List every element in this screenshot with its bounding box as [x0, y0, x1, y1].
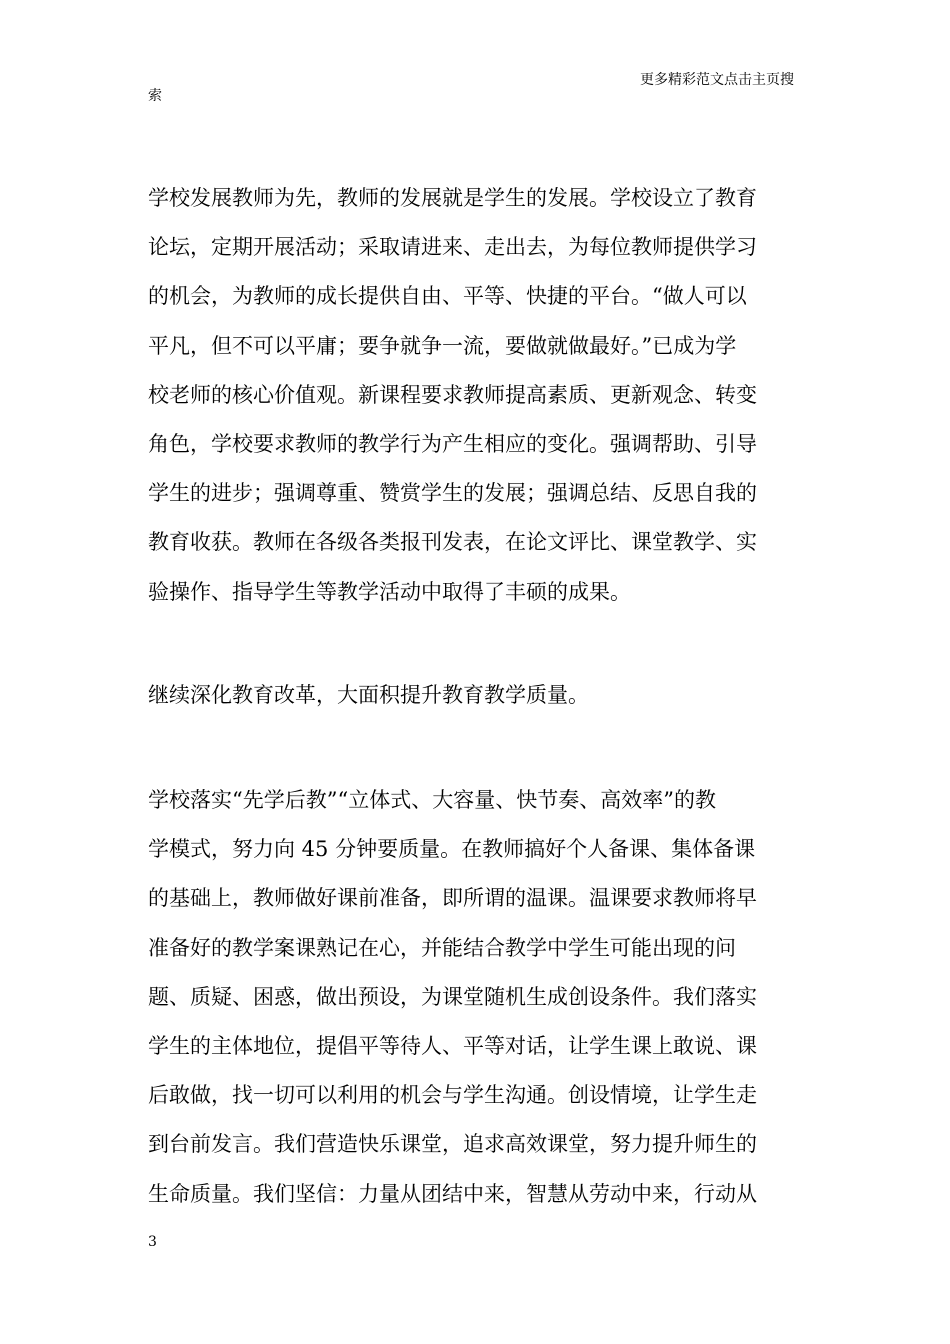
text-line: 继续深化教育改革，大面积提升教育教学质量。: [148, 683, 589, 707]
paragraph-teacher-development: [148, 174, 808, 617]
text-line: 验操作、指导学生等教学活动中取得了丰硕的成果。: [148, 579, 631, 604]
text-line: 生命质量。我们坚信：力量从团结中来，智慧从劳动中来，行动从: [148, 1181, 757, 1206]
text-line: 学生的进步；强调尊重、赞赏学生的发展；强调总结、反思自我的: [148, 481, 757, 506]
text-line: 教育收获。教师在各级各类报刊发表，在论文评比、课堂教学、实: [148, 530, 757, 555]
text-line: 校老师的核心价值观。新课程要求教师提高素质、更新观念、转变: [148, 382, 757, 407]
page-number: 3: [148, 1234, 157, 1250]
text-line: 学模式，努力向 45 分钟要质量。在教师搞好个人备课、集体备课: [148, 837, 756, 862]
header-link-text-continued: 索: [148, 88, 162, 104]
text-line: 准备好的教学案课熟记在心，并能结合教学中学生可能出现的问: [148, 935, 736, 960]
text-line: 平凡，但不可以平庸；要争就争一流，要做就做最好。”已成为学: [148, 333, 737, 358]
paragraph-teaching-model: [148, 776, 808, 1219]
text-line: 题、质疑、困惑，做出预设，为课堂随机生成创设条件。我们落实: [148, 984, 757, 1009]
text-line: 学生的主体地位，提倡平等待人、平等对话，让学生课上敢说、课: [148, 1033, 757, 1058]
text-line: 的机会，为教师的成长提供自由、平等、快捷的平台。“做人可以: [148, 284, 747, 309]
section-heading-reform: [148, 671, 808, 720]
text-line: 角色，学校要求教师的教学行为产生相应的变化。强调帮助、引导: [148, 431, 757, 456]
text-line: 到台前发言。我们营造快乐课堂，追求高效课堂，努力提升师生的: [148, 1132, 757, 1157]
text-line: 学校发展教师为先，教师的发展就是学生的发展。学校设立了教育: [148, 186, 757, 210]
text-line: 论坛，定期开展活动；采取请进来、走出去，为每位教师提供学习: [148, 235, 757, 260]
text-line: 学校落实“先学后教”“立体式、大容量、快节奏、高效率”的教: [148, 788, 716, 812]
header-link-text: 更多精彩范文点击主页搜: [640, 72, 794, 88]
text-line: 后敢做，找一切可以利用的机会与学生沟通。创设情境，让学生走: [148, 1083, 757, 1108]
text-line: 的基础上，教师做好课前准备，即所谓的温课。温课要求教师将早: [148, 886, 757, 911]
